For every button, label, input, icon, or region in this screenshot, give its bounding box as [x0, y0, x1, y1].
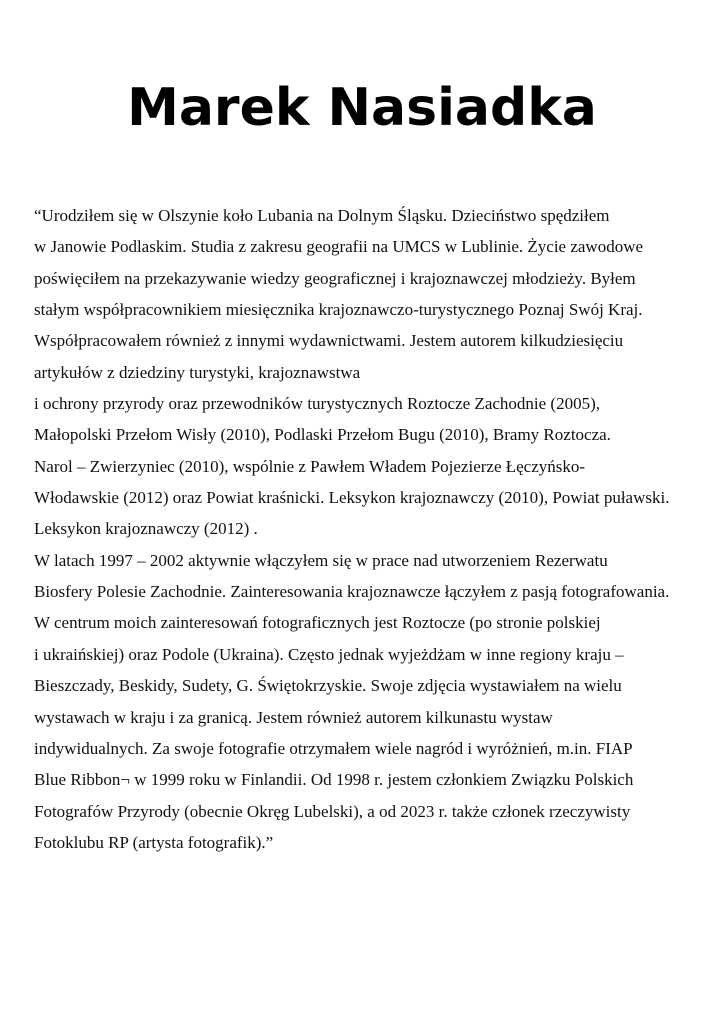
text-line: “Urodziłem się w Olszynie koło Lubania na Dolnym Śląsku. Dzieciństwo spędziłem — [34, 206, 610, 225]
text-line: W centrum moich zainteresowań fotograficznych jest Roztocze (po stronie polskiej — [34, 613, 601, 633]
text-line: indywidualnych. Za swoje fotografie otrzymałem wiele nagród i wyróżnień, m.in. FIAP — [34, 738, 633, 758]
text-line: Bieszczady, Beskidy, Sudety, G. Świętokrzyskie. Swoje zdjęcia wystawiałem na wielu — [34, 676, 622, 696]
text-line: Włodawskie (2012) oraz Powiat kraśnicki. Leksykon krajoznawczy (2010), Powiat puławski. — [34, 488, 670, 508]
text-line: i ukraińskiej) oraz Podole (Ukraina). Często jednak wyjeżdżam w inne regiony kraju – — [34, 644, 624, 664]
text-line: artykułów z dziedziny turystyki, krajoznawstwa — [34, 362, 361, 382]
biography-text — [34, 200, 714, 858]
text-line: Fotografów Przyrody (obecnie Okręg Lubelski), a od 2023 r. także członek rzeczywisty — [34, 801, 631, 821]
text-line: Małopolski Przełom Wisły (2010), Podlaski Przełom Bugu (2010), Bramy Roztocza. — [34, 425, 611, 445]
text-line: wystawach w kraju i za granicą. Jestem również autorem kilkunastu wystaw — [34, 707, 553, 727]
text-line: Fotoklubu RP (artysta fotografik).” — [34, 832, 274, 852]
text-line: poświęciłem na przekazywanie wiedzy geograficznej i krajoznawczej młodzieży. Byłem — [34, 268, 636, 288]
text-line: Współpracowałem również z innymi wydawnictwami. Jestem autorem kilkudziesięciu — [34, 331, 624, 351]
text-line: stałym współpracownikiem miesięcznika krajoznawczo-turystycznego Poznaj Swój Kraj. — [34, 300, 643, 320]
text-line: w Janowie Podlaskim. Studia z zakresu geografii na UMCS w Lublinie. Życie zawodowe — [34, 237, 644, 257]
text-line: Blue Ribbon¬ w 1999 roku w Finlandii. Od 1998 r. jestem członkiem Związku Polskich — [34, 770, 634, 790]
text-line: Biosfery Polesie Zachodnie. Zainteresowania krajoznawcze łączyłem z pasją fotografowania. — [34, 582, 670, 602]
text-line: Leksykon krajoznawczy (2012) . — [34, 519, 258, 539]
page-title: Marek Nasiadka — [127, 78, 597, 138]
text-line: Narol – Zwierzyniec (2010), wspólnie z Pawłem Władem Pojezierze Łęczyńsko- — [34, 456, 586, 476]
text-line: i ochrony przyrody oraz przewodników turystycznych Roztocze Zachodnie (2005), — [34, 394, 600, 414]
text-line: W latach 1997 – 2002 aktywnie włączyłem się w prace nad utworzeniem Rezerwatu — [34, 550, 608, 570]
